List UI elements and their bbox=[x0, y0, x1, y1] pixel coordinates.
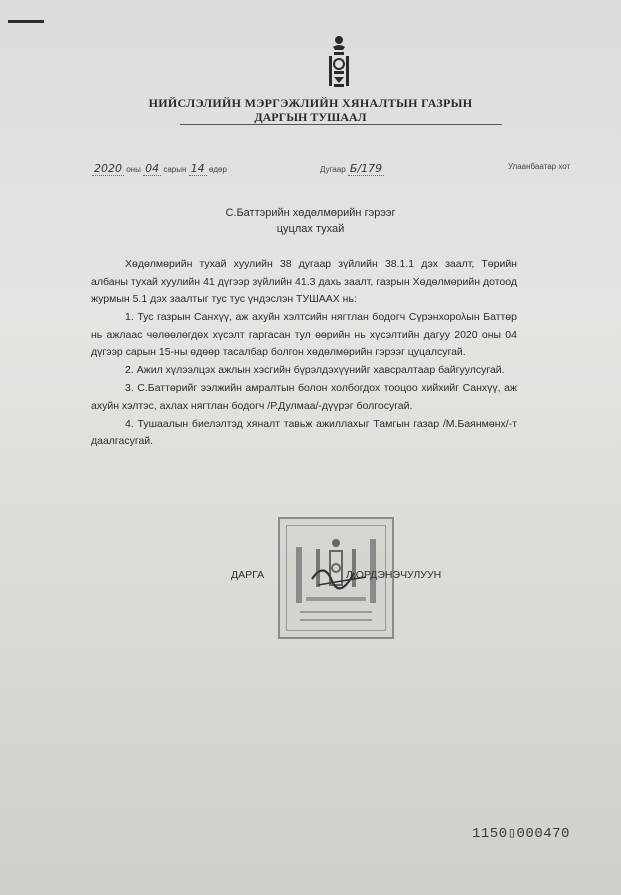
organization-name: НИЙСЛЭЛИЙН МЭРГЭЖЛИЙН ХЯНАЛТЫН ГАЗРЫН bbox=[148, 96, 473, 110]
state-emblem-icon bbox=[323, 34, 355, 90]
order-item-2: 2. Ажил хүлээлцэх ажлын хэсгийн бүрэлдэхүүнийг хавсралтаар байгуулсугай. bbox=[125, 364, 505, 376]
order-item-4: 4. Тушаалын биелэлтэд хяналт тавьж ажиллахыг Тамгын газар /М.Баянмөнх/-т даалгасугай. bbox=[91, 417, 517, 447]
date-year-value: 2020 bbox=[94, 162, 122, 175]
date-year-label: оны bbox=[126, 165, 141, 174]
order-title: ДАРГЫН ТУШААЛ bbox=[254, 110, 367, 124]
intro-paragraph: Хөдөлмөрийн тухай хуулийн 38 дугаар зүйлийн 38.1.1 дэх заалт, Төрийн албаны тухай хуулийн 41 дүгээр зүйлийн 41.3 дахь заалт, газрын Хөдөлмөрийн дотоод журмын 5.1 дэх заалтыг тус тус үндэслэн ТУШААХ нь: bbox=[91, 258, 517, 305]
document-serial-number: 1150▯000470 bbox=[472, 826, 570, 842]
order-number-value: Б/179 bbox=[349, 162, 383, 175]
subject-line-2: цуцлах тухай bbox=[276, 223, 345, 235]
order-item-3: 3. С.Баттөрийг ээлжийн амралтын болон холбогдох тооцоо хийхийг Санхүү, аж ахуйн хэлтэс, ахлах нягтлан бодогч /Р.Дулмаа/-дүүрэг болгосугай. bbox=[91, 382, 517, 412]
order-body bbox=[91, 256, 517, 451]
signatory-name: Л.ОРДЭНЭЧУЛУУН bbox=[346, 569, 442, 581]
date-month-label: сарын bbox=[163, 165, 187, 174]
corner-dash-mark bbox=[8, 20, 44, 23]
order-number-field bbox=[320, 162, 384, 176]
date-field bbox=[92, 162, 227, 176]
date-day-label: өдөр bbox=[208, 165, 227, 174]
order-item-1: 1. Тус газрын Санхүү, аж ахуйн хэлтсийн нягтлан бодогч Сүрэнхорολын Баттөр нь ажлаас чөлөөлөгдөх хүсэлт гаргасан тул өөрийн нь хүсэлтийн дагуу 2020 оны 04 дүгээр сарын 15-ны өдөөр тасалбар болгон хөдөлмөрийн гэрээг цуцалсугай. bbox=[91, 311, 517, 358]
date-day-value: 14 bbox=[190, 162, 205, 175]
subject-line-1: С.Баттэрийн хөдөлмөрийн гэрээг bbox=[225, 207, 396, 219]
order-subject bbox=[0, 205, 621, 237]
order-number-label: Дугаар bbox=[320, 165, 346, 174]
city-label: Улаанбаатар хот bbox=[508, 162, 571, 171]
header-divider bbox=[180, 124, 502, 125]
date-month-value: 04 bbox=[145, 162, 160, 175]
signatory-title: ДАРГА bbox=[231, 569, 265, 581]
